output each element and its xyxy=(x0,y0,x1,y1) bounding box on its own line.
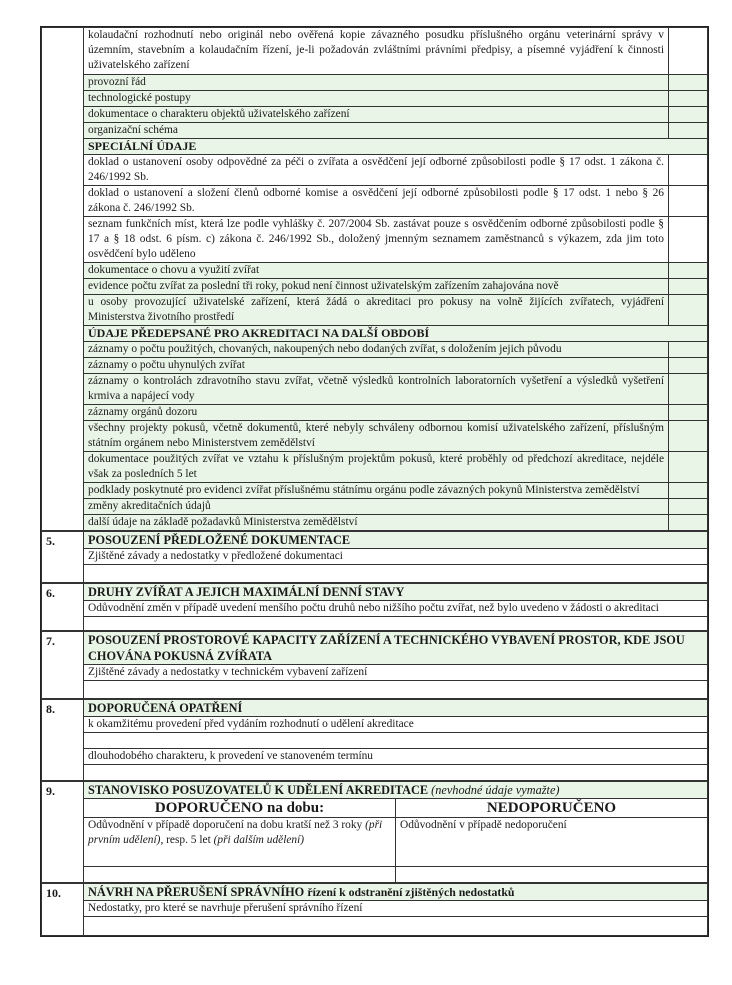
section-title: DRUHY ZVÍŘAT A JEJICH MAXIMÁLNÍ DENNÍ STAVY xyxy=(84,584,708,601)
doc-row xyxy=(42,217,708,263)
answer-field[interactable] xyxy=(84,867,396,883)
section-subtitle: Nedostatky, pro které se navrhuje přerušení správního řízení xyxy=(84,901,708,917)
section-title-a: NÁVRH NA PŘERUŠENÍ SPRÁVNÍHO xyxy=(88,885,308,899)
checkbox-cell[interactable] xyxy=(669,295,708,326)
doc-item-text: záznamy o kontrolách zdravotního stavu zvířat, včetně výsledků kontrolních laboratorních vyšetření a výsledků vyšetření krmiva a napájecí vody xyxy=(84,374,669,405)
doc-item-text: organizační schéma xyxy=(84,123,669,139)
section-heading-row xyxy=(42,139,708,155)
checkbox-cell[interactable] xyxy=(669,452,708,483)
doc-item-text: záznamy orgánů dozoru xyxy=(84,405,669,421)
checkbox-cell[interactable] xyxy=(669,421,708,452)
answer-field[interactable] xyxy=(84,617,708,631)
answer-field[interactable] xyxy=(396,867,708,883)
doc-item-text: dokumentace o charakteru objektů uživatelského zařízení xyxy=(84,107,669,123)
doc-item-text: seznam funkčních míst, která lze podle vyhlášky č. 207/2004 Sb. zastávat pouze s osvědčením odborné způsobilosti podle § 17 a § 18 odst. 6 písm. c) zákona č. 246/1992 Sb., doložený jmenným seznamem zaměstnanců s výkazem, zda jim toto osvědčení bylo uděleno xyxy=(84,217,669,263)
answer-field[interactable] xyxy=(84,681,708,699)
section-heading-row xyxy=(42,326,708,342)
section-subtitle: Odůvodnění změn v případě uvedení menšího počtu druhů nebo nižšího počtu zvířat, než bylo uvedeno v žádosti o akreditaci xyxy=(84,601,708,617)
doc-row xyxy=(42,186,708,217)
doc-row xyxy=(42,515,708,531)
doc-row xyxy=(42,358,708,374)
checkbox-cell[interactable] xyxy=(669,107,708,123)
doc-item-text: dokumentace použitých zvířat ve vztahu k příslušným projektům pokusů, které proběhly od předchozí akreditace, nejdéle však za posledních 5 let xyxy=(84,452,669,483)
doc-item-text: záznamy o počtu použitých, chovaných, nakoupených nebo dodaných zvířat, s doložením jejich původu xyxy=(84,342,669,358)
section-title xyxy=(84,884,708,901)
doc-row xyxy=(42,452,708,483)
doc-item-text: doklad o ustanovení a složení členů odborné komise a osvědčení její odborné způsobilosti podle § 17 odst. 1 nebo § 26 zákona č. 246/1992 Sb. xyxy=(84,186,669,217)
checkbox-cell[interactable] xyxy=(669,374,708,405)
checkbox-cell[interactable] xyxy=(669,515,708,531)
checkbox-cell[interactable] xyxy=(669,217,708,263)
checkbox-cell[interactable] xyxy=(669,75,708,91)
checkbox-cell[interactable] xyxy=(669,263,708,279)
recommended-heading: DOPORUČENO na dobu: xyxy=(84,799,396,818)
doc-item-text: všechny projekty pokusů, včetně dokumentů, které nebyly schváleny odbornou komisí uživatelského zařízení, příslušným státním orgánem nebo Ministerstvem zemědělství xyxy=(84,421,669,452)
reason-text-italic: (při prvním udělení) xyxy=(88,819,383,846)
accreditation-form xyxy=(40,26,709,937)
section-number: 7. xyxy=(42,632,84,699)
answer-field[interactable] xyxy=(84,565,708,583)
checkbox-cell[interactable] xyxy=(669,483,708,499)
checkbox-cell[interactable] xyxy=(669,155,708,186)
doc-row xyxy=(42,483,708,499)
section-subtitle: k okamžitému provedení před vydáním rozhodnutí o udělení akreditace xyxy=(84,717,708,733)
reason-text: Odůvodnění v případě doporučení na dobu kratší než 3 roky xyxy=(88,819,366,831)
doc-row xyxy=(42,75,708,91)
doc-row xyxy=(42,107,708,123)
section-note: (nevhodné údaje vymažte) xyxy=(431,783,560,797)
doc-item-text: dokumentace o chovu a využití zvířat xyxy=(84,263,669,279)
checkbox-cell[interactable] xyxy=(669,186,708,217)
doc-row xyxy=(42,91,708,107)
section-title xyxy=(84,782,708,799)
section-7 xyxy=(41,631,708,699)
doc-row xyxy=(42,155,708,186)
doc-row xyxy=(42,263,708,279)
section-number: 5. xyxy=(42,532,84,583)
doc-item-text: změny akreditačních údajů xyxy=(84,499,669,515)
section-8 xyxy=(41,699,708,781)
row-number-cell xyxy=(42,28,84,531)
section-title-b: řízení k odstranění zjištěných nedostatků xyxy=(307,885,515,899)
checkbox-cell[interactable] xyxy=(669,499,708,515)
doc-item-text: doklad o ustanovení osoby odpovědné za péči o zvířata a osvědčení její odborné způsobilosti podle § 17 odst. 1 zákona č. 246/1992 Sb. xyxy=(84,155,669,186)
section-title: DOPORUČENÁ OPATŘENÍ xyxy=(84,700,708,717)
answer-field[interactable] xyxy=(84,765,708,781)
doc-item-text: kolaudační rozhodnutí nebo originál nebo ověřená kopie závazného posudku příslušného orgánu veterinární správy v územním, stavebním a kolaudačním řízení, je-li požadován zvláštními právními předpisy, a písemné vyjádření k činnosti uživatelského zařízení xyxy=(84,28,669,75)
doc-item-text: provozní řád xyxy=(84,75,669,91)
section-title: POSOUZENÍ PŘEDLOŽENÉ DOKUMENTACE xyxy=(84,532,708,549)
checkbox-cell[interactable] xyxy=(669,279,708,295)
checkbox-cell[interactable] xyxy=(669,91,708,107)
reason-text: , resp. 5 let xyxy=(160,834,214,846)
doc-item-text: další údaje na základě požadavků Ministerstva zemědělství xyxy=(84,515,669,531)
future-heading: ÚDAJE PŘEDEPSANÉ PRO AKREDITACI NA DALŠÍ OBDOBÍ xyxy=(84,326,708,342)
doc-item-text: technologické postupy xyxy=(84,91,669,107)
doc-row xyxy=(42,499,708,515)
section-5 xyxy=(41,531,708,583)
section-number: 9. xyxy=(42,782,84,883)
section-number: 10. xyxy=(42,884,84,936)
section-10 xyxy=(41,883,708,936)
not-recommended-heading: NEDOPORUČENO xyxy=(396,799,708,818)
checkbox-cell[interactable] xyxy=(669,342,708,358)
special-heading: SPECIÁLNÍ ÚDAJE xyxy=(84,139,708,155)
doc-row xyxy=(42,279,708,295)
section-title-text: STANOVISKO POSUZOVATELŮ K UDĚLENÍ AKREDITACE xyxy=(88,783,429,797)
answer-field[interactable] xyxy=(84,733,708,749)
doc-row xyxy=(42,28,708,75)
section-subtitle: Zjištěné závady a nedostatky v technickém vybavení zařízení xyxy=(84,665,708,681)
section-9 xyxy=(41,781,708,883)
doc-row xyxy=(42,295,708,326)
section-6 xyxy=(41,583,708,631)
doc-row xyxy=(42,405,708,421)
checkbox-cell[interactable] xyxy=(669,28,708,75)
checkbox-cell[interactable] xyxy=(669,405,708,421)
reason-text-italic: (při dalším udělení) xyxy=(213,834,305,846)
recommended-reason[interactable] xyxy=(84,818,396,867)
doc-row xyxy=(42,342,708,358)
answer-field[interactable] xyxy=(84,917,708,936)
checkbox-cell[interactable] xyxy=(669,358,708,374)
not-recommended-reason[interactable]: Odůvodnění v případě nedoporučení xyxy=(396,818,708,867)
doc-row xyxy=(42,421,708,452)
doc-item-text: podklady poskytnuté pro evidenci zvířat příslušnému státnímu orgánu podle závazných pokynů Ministerstva zemědělství xyxy=(84,483,669,499)
doc-row xyxy=(42,123,708,139)
section-subtitle: Zjištěné závady a nedostatky v předložené dokumentaci xyxy=(84,549,708,565)
section-number: 6. xyxy=(42,584,84,631)
doc-item-text: evidence počtu zvířat za poslední tři roky, pokud není činnost uživatelským zařízením zahajována nově xyxy=(84,279,669,295)
checkbox-cell[interactable] xyxy=(669,123,708,139)
section-subtitle: dlouhodobého charakteru, k provedení ve stanoveném termínu xyxy=(84,749,708,765)
section-number: 8. xyxy=(42,700,84,781)
doc-item-text: záznamy o počtu uhynulých zvířat xyxy=(84,358,669,374)
doc-row xyxy=(42,374,708,405)
doc-item-text: u osoby provozující uživatelské zařízení, která žádá o akreditaci pro pokusy na volně žijících zvířatech, vyjádření Ministerstva životního prostředí xyxy=(84,295,669,326)
section-title: POSOUZENÍ PROSTOROVÉ KAPACITY ZAŘÍZENÍ A TECHNICKÉHO VYBAVENÍ PROSTOR, KDE JSOU CHOVÁNA POKUSNÁ ZVÍŘATA xyxy=(84,632,708,665)
form-table xyxy=(41,27,708,531)
